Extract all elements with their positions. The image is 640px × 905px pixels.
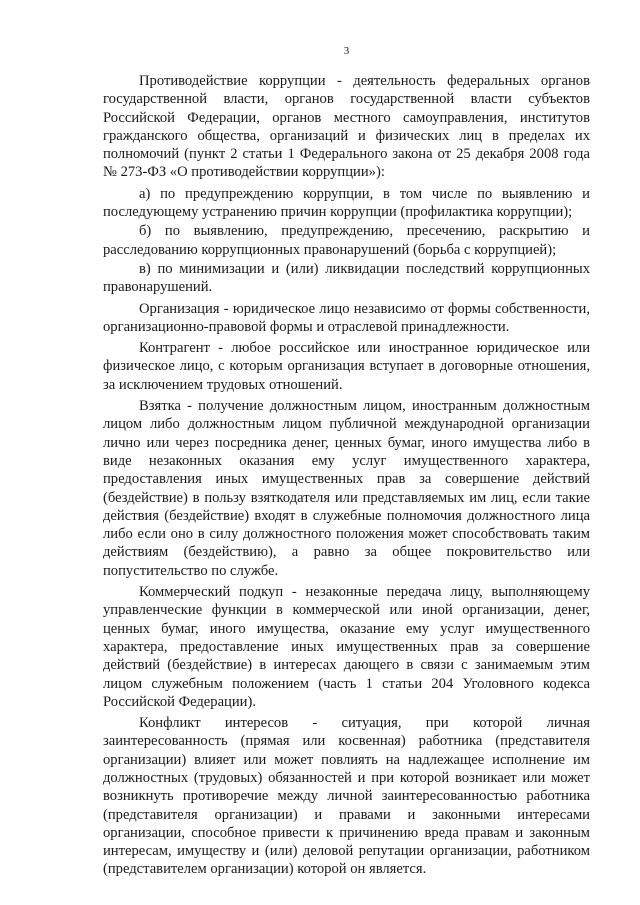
page-number: 3	[343, 45, 350, 57]
paragraph-organization-definition: Организация - юридическое лицо независимо от формы собственности, организационно-правовой формы и отраслевой принадлежности.	[103, 300, 590, 335]
paragraph-conflict-of-interest-definition: Конфликт интересов - ситуация, при которой личная заинтересованность (прямая или косвенная) работника (представителя организации) влияет или может повлиять на надлежащее исполнение им должностных (трудовых) обязанностей и при которой возникает или может возникнуть противоречие между личной заинтересованностью работника (представителя организации) и правами и законными интересами организации, способное привести к причинению вреда правам и законным интересам, имуществу и (или) деловой репутации организации, работником (представителем организации) которой он является.	[103, 715, 590, 878]
paragraph-item-a: а) по предупреждению коррупции, в том числе по выявлению и последующему устранению причин коррупции (профилактика коррупции);	[103, 185, 590, 221]
paragraph-commercial-bribery-definition: Коммерческий подкуп - незаконные передача лицу, выполняющему управленческие функции в коммерческой или иной организации, денег, ценных бумаг, иного имущества, оказание ему услуг имущественного характера, предоставление иных имущественных прав за совершение действий (бездействие) в интересах дающего в связи с занимаемым этим лицом служебным положением (часть 1 статьи 204 Уголовного кодекса Российской Федерации).	[103, 584, 590, 710]
paragraph-counterparty-definition: Контрагент - любое российское или иностранное юридическое или физическое лицо, с которым организация вступает в договорные отношения, за исключением трудовых отношений.	[103, 340, 590, 393]
paragraph-anticorruption-definition: Противодействие коррупции - деятельность федеральных органов государственной власти, органов государственной власти субъектов Российской Федерации, органов местного самоуправления, институтов гражданского общества, организаций и физических лиц в пределах их полномочий (пункт 2 статьи 1 Федерального закона от 25 декабря 2008 года № 273-ФЗ «О противодействии коррупции»):	[103, 73, 590, 181]
paragraph-bribe-definition: Взятка - получение должностным лицом, иностранным должностным лицом либо должностным лицом публичной международной организации лично или через посредника денег, ценных бумаг, иного имущества либо в виде незаконных оказания ему услуг имущественного характера, предоставления иных имущественных прав за совершение действий (бездействие) в пользу взяткодателя или представляемых им лиц, если такие действия (бездействие) входят в служебные полномочия должностного лица либо если оно в силу должностного положения может способствовать таким действиям (бездействию), а равно за общее покровительство или попустительство по службе.	[103, 398, 590, 579]
paragraph-item-b: б) по выявлению, предупреждению, пресечению, раскрытию и расследованию коррупционных правонарушений (борьба с коррупцией);	[103, 223, 590, 258]
paragraph-item-v: в) по минимизации и (или) ликвидации последствий коррупционных правонарушений.	[103, 260, 590, 296]
